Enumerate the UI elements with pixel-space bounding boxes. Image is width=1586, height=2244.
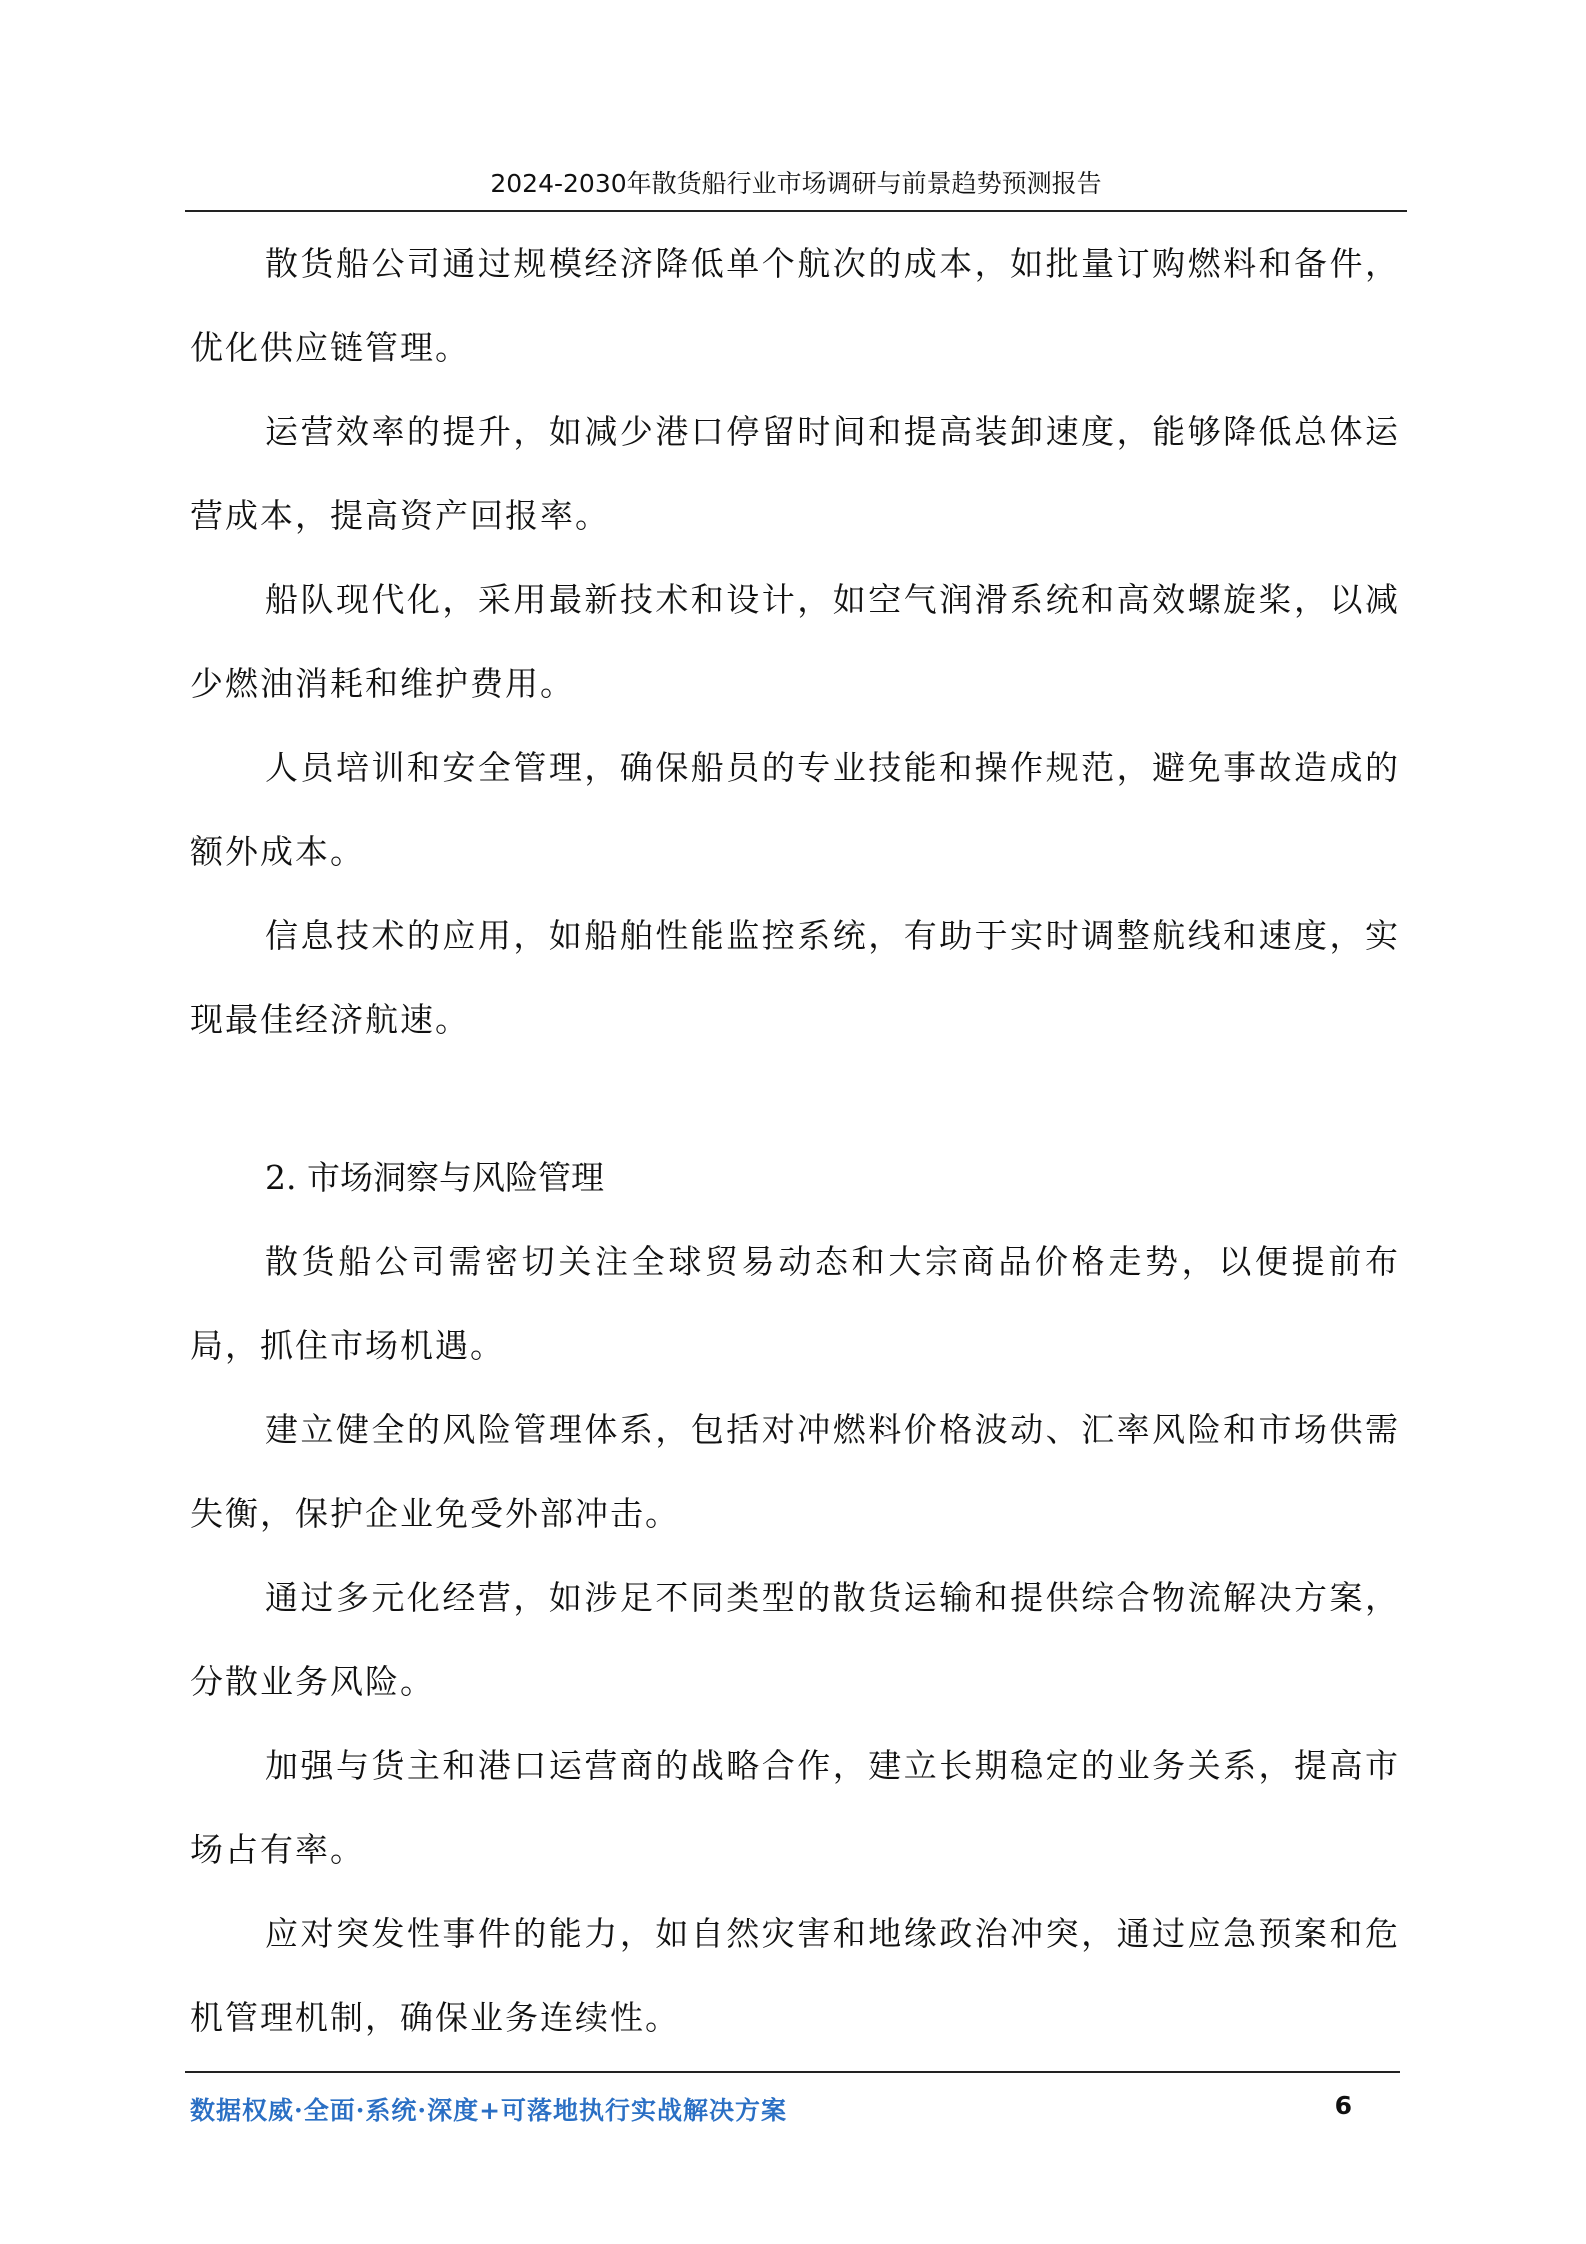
page-number: 6: [1334, 2091, 1352, 2120]
paragraph: 人员培训和安全管理，确保船员的专业技能和操作规范，避免事故造成的额外成本。: [190, 748, 1400, 871]
paragraph: 建立健全的风险管理体系，包括对冲燃料价格波动、汇率风险和市场供需失衡，保护企业免受外部冲击。: [190, 1410, 1400, 1533]
paragraph: 应对突发性事件的能力，如自然灾害和地缘政治冲突，通过应急预案和危机管理机制，确保业务连续性。: [190, 1914, 1400, 2037]
paragraph: 加强与货主和港口运营商的战略合作，建立长期稳定的业务关系，提高市场占有率。: [190, 1746, 1400, 1869]
footer-slogan: 数据权威·全面·系统·深度+可落地执行实战解决方案: [190, 2096, 788, 2125]
paragraph: 船队现代化，采用最新技术和设计，如空气润滑系统和高效螺旋桨，以减少燃油消耗和维护费用。: [190, 580, 1400, 703]
paragraph: 散货船公司通过规模经济降低单个航次的成本，如批量订购燃料和备件，优化供应链管理。: [190, 244, 1400, 367]
paragraph: 信息技术的应用，如船舶性能监控系统，有助于实时调整航线和速度，实现最佳经济航速。: [190, 916, 1400, 1039]
body-text-part1: [190, 222, 1400, 1062]
report-title: 2024-2030年散货船行业市场调研与前景趋势预测报告: [490, 169, 1102, 198]
paragraph: 通过多元化经营，如涉足不同类型的散货运输和提供综合物流解决方案，分散业务风险。: [190, 1578, 1400, 1701]
section-heading: 2. 市场洞察与风险管理: [265, 1158, 604, 1197]
paragraph: 运营效率的提升，如减少港口停留时间和提高装卸速度，能够降低总体运营成本，提高资产回报率。: [190, 412, 1400, 535]
body-text-part2: [190, 1220, 1400, 2060]
paragraph: 散货船公司需密切关注全球贸易动态和大宗商品价格走势，以便提前布局，抓住市场机遇。: [190, 1242, 1400, 1365]
page-footer: [185, 2071, 1400, 2125]
page-header: [185, 160, 1407, 212]
